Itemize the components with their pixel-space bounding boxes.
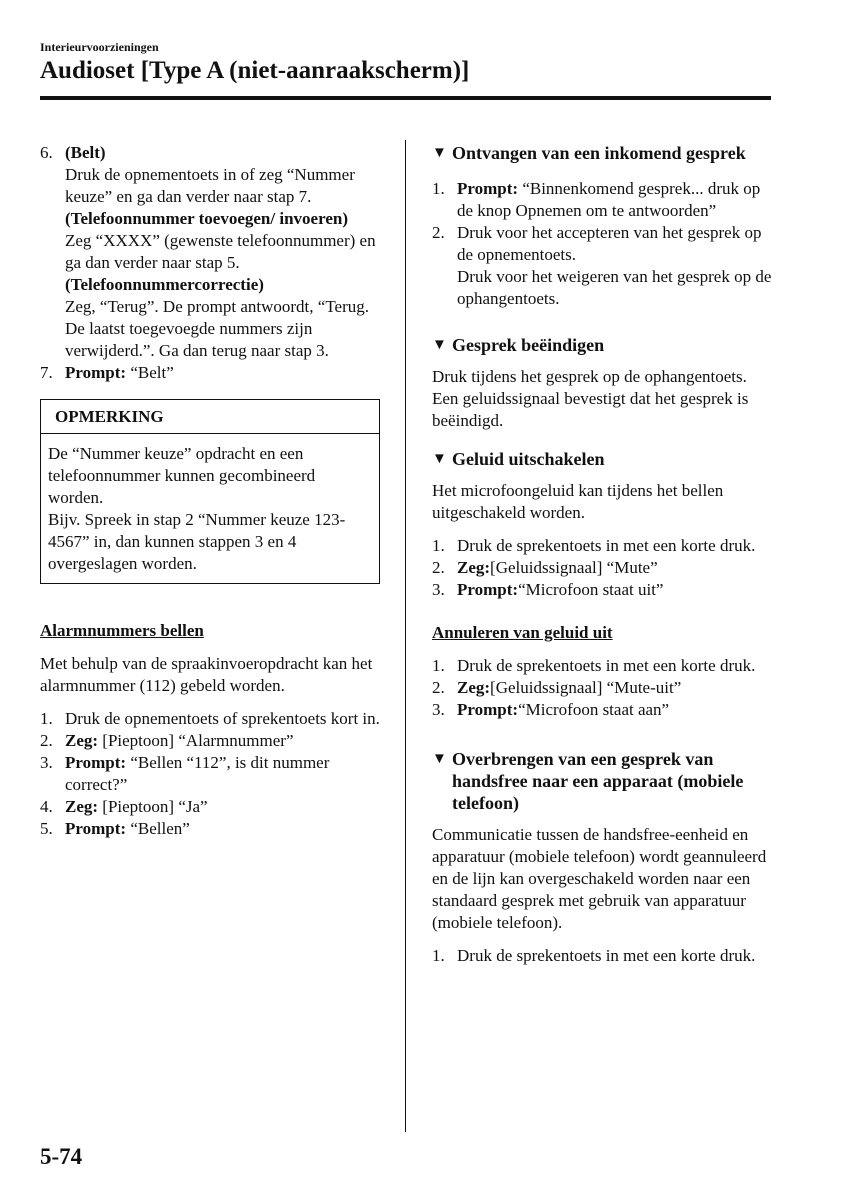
alarm-heading: Alarmnummers bellen [40, 621, 204, 640]
step-label: Prompt: [457, 700, 519, 719]
step-text: Druk voor het accepteren van het gesprek op de opnementoets. [457, 223, 762, 264]
transfer-text: Communicatie tussen de handsfree-eenheid en apparatuur (mobiele telefoon) wordt geannuleerd en de lijn kan overgeschakeld worden naar een standaard gesprek met gebruik van apparatuur (mobiele telefoon). [432, 825, 767, 932]
column-divider [405, 140, 406, 1132]
step-7 [40, 362, 380, 384]
step-text: “Bellen” [126, 819, 190, 838]
step-label: Zeg: [457, 558, 491, 577]
step-6-title: (Belt) [65, 143, 106, 162]
incoming-heading [432, 142, 777, 164]
step-text: Druk de sprekentoets in met een korte druk. [457, 946, 756, 965]
list-item [432, 535, 777, 557]
transfer-steps [432, 945, 777, 967]
step-text: “Microfoon staat aan” [518, 700, 670, 719]
step-number: 1. [432, 946, 445, 965]
step-6-text-correct: Zeg, “Terug”. De prompt antwoordt, “Terug. De laatst toegevoegde nummers zijn verwijderd.”. Ga dan terug naar stap 3. [65, 297, 369, 360]
step-text: “Bellen “112”, is dit nummer correct?” [65, 753, 330, 794]
step-6-subheading-correct: (Telefoonnummercorrectie) [65, 275, 264, 294]
incoming-steps [432, 178, 777, 310]
step-text: [Pieptoon] “Alarmnummer” [98, 731, 294, 750]
step-number: 3. [432, 580, 445, 599]
note-text: De “Nummer keuze” opdracht en een telefoonnummer kunnen gecombineerd worden. [48, 444, 316, 507]
step-extra-text: Druk voor het weigeren van het gesprek op de ophangentoets. [457, 267, 772, 308]
page-title: Audioset [Type A (niet-aanraakscherm)] [40, 57, 470, 84]
note-heading: OPMERKING [41, 400, 379, 434]
step-text: Druk de opnementoets of sprekentoets kort in. [65, 709, 380, 728]
mute-heading [432, 448, 777, 470]
unmute-steps [432, 655, 777, 721]
alarm-intro: Met behulp van de spraakinvoeropdracht kan het alarmnummer (112) gebeld worden. [40, 654, 373, 695]
step-number: 7. [40, 363, 53, 382]
step-text: “Microfoon staat uit” [518, 580, 664, 599]
list-item [432, 222, 777, 310]
unmute-heading: Annuleren van geluid uit [432, 623, 613, 642]
list-item [432, 579, 777, 601]
mute-heading-text: Geluid uitschakelen [452, 449, 605, 469]
step-label: Prompt: [65, 753, 127, 772]
list-item [432, 699, 777, 721]
step-number: 1. [432, 536, 445, 555]
triangle-icon: ▼ [432, 451, 447, 467]
step-label: Prompt: [457, 580, 519, 599]
step-number: 2. [40, 731, 53, 750]
page-number: 5-74 [40, 1144, 83, 1169]
incoming-heading-text: Ontvangen van een inkomend gesprek [452, 143, 746, 163]
end-call-heading-text: Gesprek beëindigen [452, 335, 605, 355]
step-label: Zeg: [65, 731, 99, 750]
step-label: Prompt: [457, 179, 519, 198]
mute-text: Het microfoongeluid kan tijdens het bellen uitgeschakeld worden. [432, 481, 724, 522]
list-item [432, 655, 777, 677]
alarm-steps [40, 708, 380, 840]
step-6 [40, 142, 380, 362]
step-number: 3. [40, 753, 53, 772]
list-item [432, 557, 777, 579]
step-number: 2. [432, 558, 445, 577]
step-number: 1. [432, 656, 445, 675]
step-number: 5. [40, 819, 53, 838]
step-number: 6. [40, 143, 53, 162]
transfer-heading [432, 748, 777, 814]
list-item [432, 677, 777, 699]
step-label: Zeg: [457, 678, 491, 697]
right-column [432, 142, 777, 967]
step-text: Druk de sprekentoets in met een korte druk. [457, 656, 756, 675]
end-call-heading [432, 334, 777, 356]
step-7-text: “Belt” [126, 363, 174, 382]
note-box [40, 399, 380, 584]
step-7-label: Prompt: [65, 363, 127, 382]
step-text: [Pieptoon] “Ja” [98, 797, 208, 816]
section-label: Interieurvoorzieningen [40, 40, 159, 54]
list-item [40, 796, 380, 818]
step-number: 2. [432, 223, 445, 242]
step-6-text-add: Zeg “XXXX” (gewenste telefoonnummer) en ga dan verder naar stap 5. [65, 231, 376, 272]
end-call-text: Druk tijdens het gesprek op de ophangentoets. Een geluidssignaal bevestigt dat het gesprek is beëindigd. [432, 367, 749, 430]
list-item [40, 818, 380, 840]
step-label: Prompt: [65, 819, 127, 838]
step-text: Druk de sprekentoets in met een korte druk. [457, 536, 756, 555]
step-number: 2. [432, 678, 445, 697]
step-text: [Geluidssignaal] “Mute-uit” [490, 678, 682, 697]
transfer-heading-text: Overbrengen van een gesprek van handsfree naar een apparaat (mobiele telefoon) [452, 749, 744, 813]
left-column [40, 142, 380, 840]
step-text: [Geluidssignaal] “Mute” [490, 558, 658, 577]
triangle-icon: ▼ [432, 145, 447, 161]
step-label: Zeg: [65, 797, 99, 816]
list-item [40, 752, 380, 796]
list-item [432, 945, 777, 967]
note-body [41, 434, 379, 583]
list-item [40, 730, 380, 752]
step-number: 1. [432, 179, 445, 198]
triangle-icon: ▼ [432, 751, 447, 767]
list-item [432, 178, 777, 222]
note-example: Bijv. Spreek in stap 2 “Nummer keuze 123-4567” in, dan kunnen stappen 3 en 4 overgeslagen worden. [48, 510, 346, 573]
triangle-icon: ▼ [432, 337, 447, 353]
step-number: 4. [40, 797, 53, 816]
mute-steps [432, 535, 777, 601]
step-number: 3. [432, 700, 445, 719]
title-divider [40, 96, 771, 100]
step-6-text: Druk de opnementoets in of zeg “Nummer keuze” en ga dan verder naar stap 7. [65, 165, 355, 206]
step-number: 1. [40, 709, 53, 728]
list-item [40, 708, 380, 730]
step-6-subheading-add: (Telefoonnummer toevoegen/ invoeren) [65, 209, 348, 228]
step-text: “Binnenkomend gesprek... druk op de knop Opnemen om te antwoorden” [457, 179, 761, 220]
